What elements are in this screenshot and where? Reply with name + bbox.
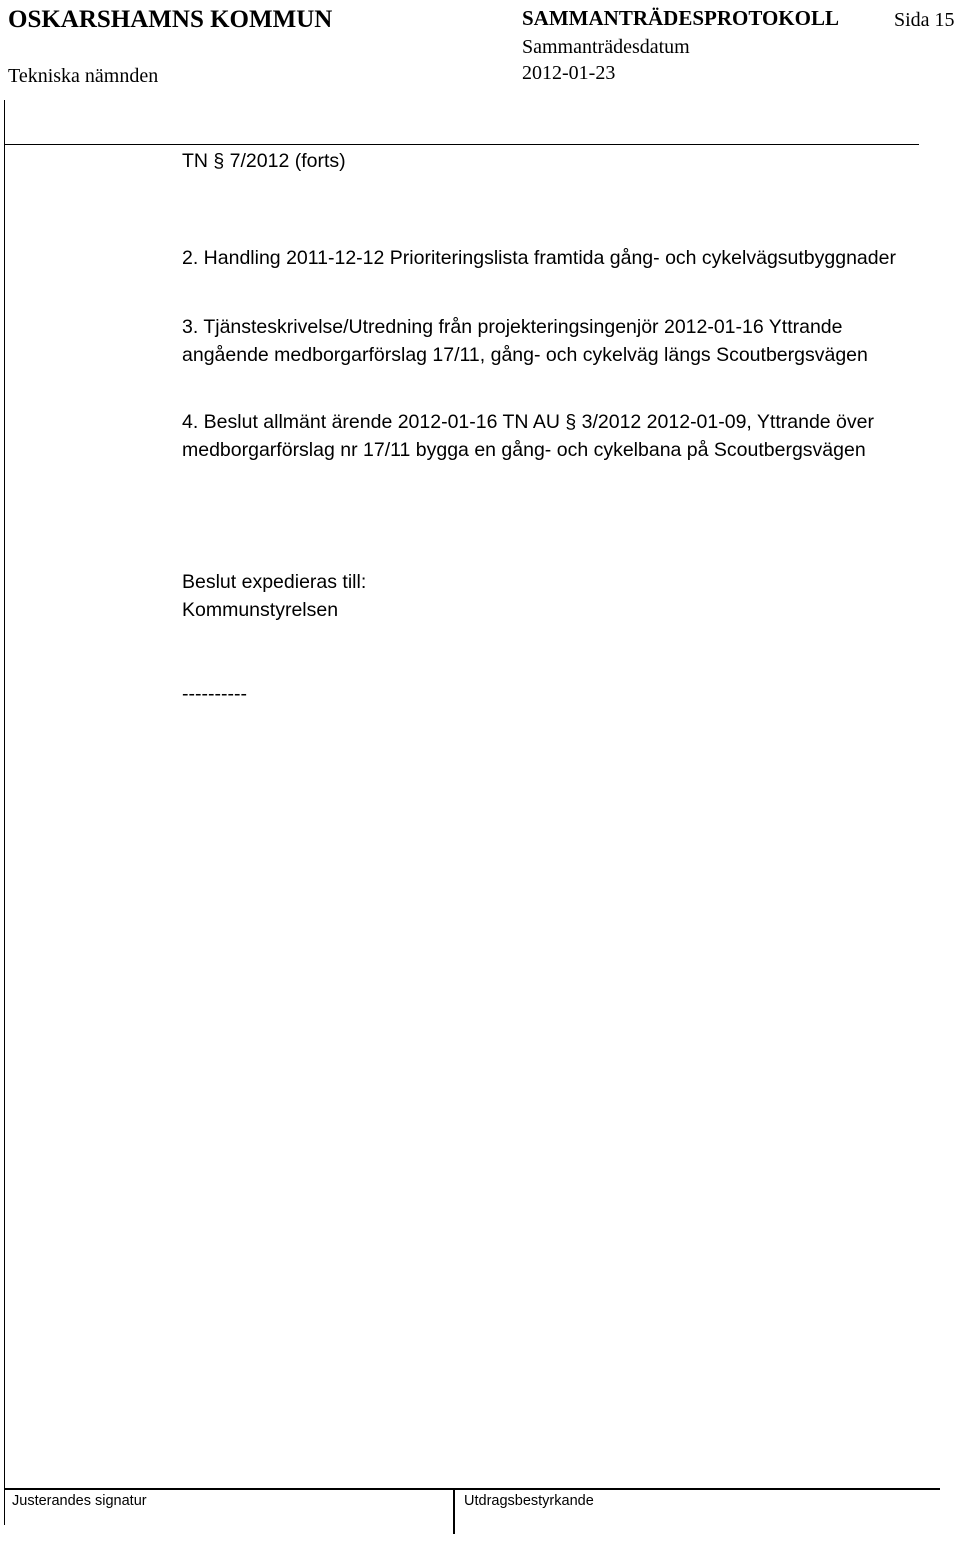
header-divider xyxy=(4,144,919,145)
list-item: 4. Beslut allmänt ärende 2012-01-16 TN AU § 3/2012 2012-01-09, Yttrande över medborgarförslag nr 17/11 bygga en gång- och cykelbana på Scoutbergsvägen xyxy=(182,411,874,461)
left-margin-rule xyxy=(4,100,5,1525)
list-item: 2. Handling 2011-12-12 Prioriteringslista framtida gång- och cykelvägsutbyggnader xyxy=(182,247,896,269)
certification-label: Utdragsbestyrkande xyxy=(464,1493,594,1509)
list-item: 3. Tjänsteskrivelse/Utredning från projekteringsingenjör 2012-01-16 Yttrande angående medborgarförslag 17/11, gång- och cykelväg längs Scoutbergsvägen xyxy=(182,316,868,366)
section-separator: ---------- xyxy=(182,683,247,705)
meeting-date-value: 2012-01-23 xyxy=(522,62,616,84)
meeting-date-label: Sammanträdesdatum xyxy=(522,36,690,58)
document-type: SAMMANTRÄDESPROTOKOLL xyxy=(522,6,839,30)
municipality-name: OSKARSHAMNS KOMMUN xyxy=(8,6,333,33)
dispatch-block xyxy=(182,568,366,624)
footer-divider xyxy=(4,1488,940,1490)
case-reference: TN § 7/2012 (forts) xyxy=(182,150,346,172)
committee-name: Tekniska nämnden xyxy=(8,65,159,87)
dispatch-label: Beslut expedieras till: xyxy=(182,571,367,593)
signature-label: Justerandes signatur xyxy=(12,1493,147,1509)
footer-column-divider xyxy=(453,1490,455,1534)
page-number: Sida 15 xyxy=(894,9,955,31)
dispatch-recipient: Kommunstyrelsen xyxy=(182,599,339,621)
